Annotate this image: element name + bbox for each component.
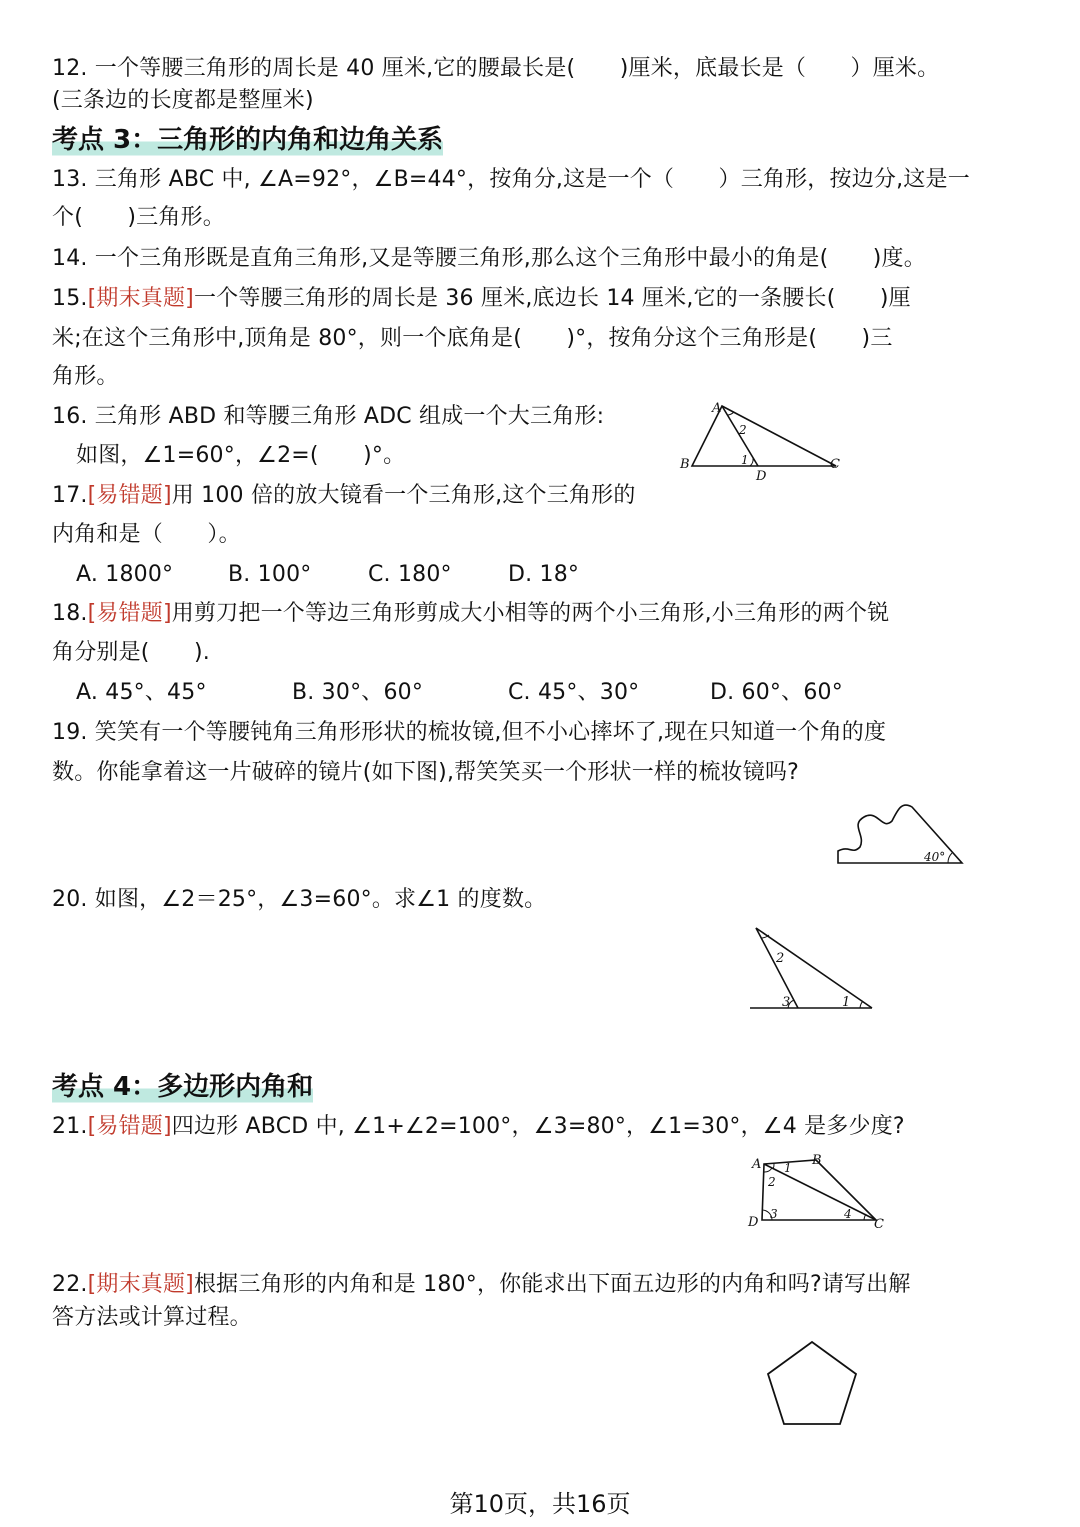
q17-number: 17. <box>52 483 88 508</box>
q20-triangle-sides <box>756 928 872 1008</box>
q19-broken-mirror-figure <box>830 795 970 870</box>
q15-line3: 角形。 <box>52 364 119 389</box>
q20-triangle-figure <box>748 922 878 1014</box>
q18-text: 用剪刀把一个等边三角形剪成大小相等的两个小三角形,小三角形的两个锐 <box>171 601 890 626</box>
q22-line2: 答方法或计算过程。 <box>52 1305 252 1330</box>
q16-line1: 16. 三角形 ABD 和等腰三角形 ADC 组成一个大三角形: <box>52 404 605 429</box>
q22-tag: [期末真题] <box>87 1272 194 1297</box>
q17-line1 <box>52 481 636 511</box>
q12-line1: 12. 一个等腰三角形的周长是 40 厘米,它的腰最长是( )厘米，底最长是（ ）厘米。 <box>52 56 940 81</box>
q22-text: 根据三角形的内角和是 180°，你能求出下面五边形的内角和吗?请写出解 <box>193 1272 911 1297</box>
q21-angle1-arc <box>773 1164 774 1169</box>
q16-label-angle1: 1 <box>741 453 749 467</box>
q20-line: 20. 如图，∠2＝25°，∠3=60°。求∠1 的度数。 <box>52 887 547 912</box>
q15-line1 <box>52 284 911 314</box>
q21-number: 21. <box>52 1114 88 1139</box>
q16-label-angle2: 2 <box>739 423 747 437</box>
q21-label-d: D <box>748 1215 759 1230</box>
q22-line1 <box>52 1270 911 1300</box>
q18-option-a: A. 45°、45° <box>76 680 207 705</box>
q13-line1: 13. 三角形 ABC 中, ∠A=92°，∠B=44°，按角分,这是一个（ ）三角形，按边分,这是一 <box>52 167 970 192</box>
q20-label-angle1: 1 <box>842 995 851 1010</box>
q15-line2: 米;在这个三角形中,顶角是 80°，则一个底角是( )°，按角分这个三角形是( )三 <box>52 326 893 351</box>
q17-option-a: A. 1800° <box>76 562 174 587</box>
q16-angle1-arc <box>750 458 753 466</box>
q18-option-b: B. 30°、60° <box>292 680 424 705</box>
q18-option-c: C. 45°、30° <box>508 680 640 705</box>
q19-angle-label: 40° <box>924 850 946 864</box>
q21-label-b: B <box>812 1153 822 1168</box>
q15-tag: [期末真题] <box>87 286 194 311</box>
q18-tag: [易错题] <box>87 601 172 626</box>
q15-number: 15. <box>52 286 88 311</box>
q22-number: 22. <box>52 1272 88 1297</box>
q17-line2: 内角和是（ ）。 <box>52 522 241 547</box>
q21-text: 四边形 ABCD 中, ∠1+∠2=100°，∠3=80°，∠1=30°，∠4 是多少度? <box>171 1114 905 1139</box>
q17-option-b: B. 100° <box>228 562 312 587</box>
q18-option-d: D. 60°、60° <box>710 680 843 705</box>
q16-label-c: C <box>830 457 840 472</box>
q21-label-angle3: 3 <box>770 1207 778 1221</box>
q13-line2: 个( )三角形。 <box>52 205 225 230</box>
q20-label-angle2: 2 <box>776 951 785 966</box>
page-footer: 第10页，共16页 <box>449 1490 631 1518</box>
q16-label-b: B <box>680 457 690 472</box>
q18-line2: 角分别是( ). <box>52 640 210 665</box>
q15-text: 一个等腰三角形的周长是 36 厘米,底边长 14 厘米,它的一条腰长( )厘 <box>193 286 911 311</box>
q20-label-angle3: 3 <box>782 995 791 1010</box>
q12-line2: (三条边的长度都是整厘米) <box>52 88 314 113</box>
q19-line1: 19. 笑笑有一个等腰钝角三角形形状的梳妆镜,但不小心摔坏了,现在只知道一个角的度 <box>52 720 887 745</box>
q21-angle2-arc <box>764 1168 772 1172</box>
q19-angle-arc <box>948 853 952 863</box>
q21-line <box>52 1112 905 1142</box>
q20-angle2-arc <box>761 935 769 938</box>
q18-line1 <box>52 599 889 629</box>
q21-diagonal-ac <box>764 1164 876 1220</box>
q21-label-angle1: 1 <box>784 1161 792 1175</box>
q21-label-angle2: 2 <box>768 1175 776 1189</box>
section-heading-4: 考点 4：多边形内角和 <box>52 1072 314 1102</box>
q17-option-c: C. 180° <box>368 562 452 587</box>
section-heading-3: 考点 3：三角形的内角和边角关系 <box>52 125 444 155</box>
q22-pentagon-figure <box>762 1334 862 1432</box>
q21-label-angle4: 4 <box>844 1207 852 1221</box>
q14-line: 14. 一个三角形既是直角三角形,又是等腰三角形,那么这个三角形中最小的角是( )度。 <box>52 246 926 271</box>
q21-label-c: C <box>874 1217 884 1232</box>
q16-triangle-figure <box>676 398 846 484</box>
q16-label-a: A <box>712 401 722 416</box>
q20-angle1-arc <box>860 1001 863 1008</box>
q17-option-d: D. 18° <box>508 562 580 587</box>
q16-angle2-arc <box>728 412 734 415</box>
q16-label-d: D <box>756 469 767 484</box>
q21-label-a: A <box>752 1157 762 1172</box>
q18-number: 18. <box>52 601 88 626</box>
q19-line2: 数。你能拿着这一片破碎的镜片(如下图),帮笑笑买一个形状一样的梳妆镜吗? <box>52 760 800 785</box>
q17-text: 用 100 倍的放大镜看一个三角形,这个三角形的 <box>171 483 636 508</box>
q21-tag: [易错题] <box>87 1114 172 1139</box>
q17-tag: [易错题] <box>87 483 172 508</box>
q16-line2: 如图，∠1=60°，∠2=( )°。 <box>76 443 406 468</box>
q21-quadrilateral-figure <box>744 1150 894 1232</box>
q22-pentagon <box>768 1342 856 1424</box>
